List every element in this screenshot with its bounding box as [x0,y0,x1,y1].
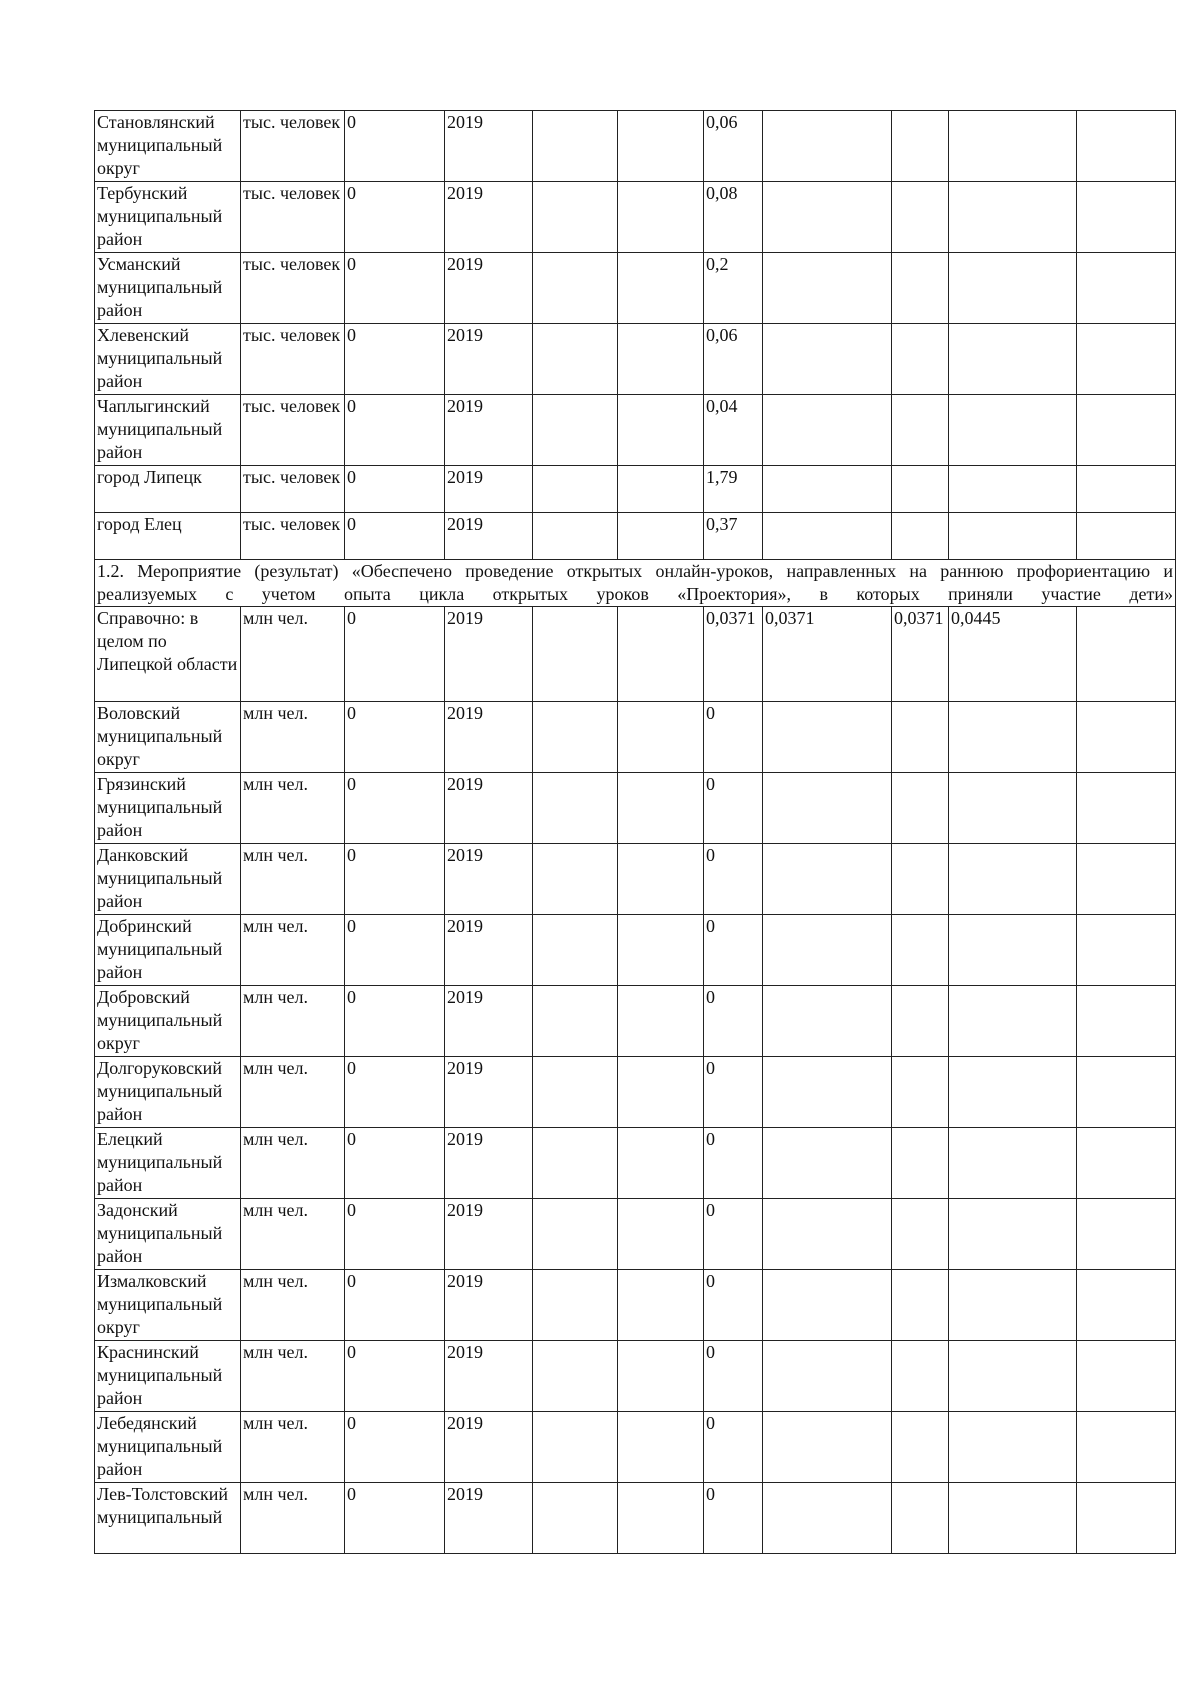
empty-cell [618,111,704,182]
base-year-cell: 2019 [445,513,533,560]
empty-cell [533,702,618,773]
value-cell [763,1128,892,1199]
value-cell [763,1341,892,1412]
value-cell: 1,79 [704,466,763,513]
unit-cell: млн чел. [241,1057,345,1128]
value-cell [892,513,949,560]
territory-name-cell: Измалковский муниципальный округ [95,1270,241,1341]
unit-cell: млн чел. [241,702,345,773]
value-cell [949,1341,1077,1412]
value-cell: 0,04 [704,395,763,466]
value-cell: 0 [704,1483,763,1554]
document-sheet [94,110,1175,1554]
empty-cell [1077,182,1176,253]
territory-name-cell: Елецкий муниципальный район [95,1128,241,1199]
empty-cell [533,182,618,253]
empty-cell [1077,253,1176,324]
value-cell: 0,06 [704,111,763,182]
value-cell [892,915,949,986]
empty-cell [1077,1483,1176,1554]
unit-cell: млн чел. [241,1199,345,1270]
base-value-cell: 0 [345,1341,445,1412]
base-value-cell: 0 [345,513,445,560]
value-cell [763,1199,892,1270]
base-value-cell: 0 [345,1270,445,1341]
empty-cell [533,324,618,395]
empty-cell [618,1270,704,1341]
base-year-cell: 2019 [445,253,533,324]
unit-cell: млн чел. [241,1483,345,1554]
value-cell [892,844,949,915]
value-cell [892,1199,949,1270]
empty-cell [533,1128,618,1199]
empty-cell [533,1199,618,1270]
value-cell [763,844,892,915]
empty-cell [533,915,618,986]
empty-cell [533,1270,618,1341]
value-cell [949,253,1077,324]
territory-name-cell: Краснинский муниципальный район [95,1341,241,1412]
territory-name-cell: Задонский муниципальный район [95,1199,241,1270]
value-cell: 0 [704,773,763,844]
value-cell [949,324,1077,395]
territory-name-cell: Добровский муниципальный округ [95,986,241,1057]
empty-cell [618,324,704,395]
value-cell: 0 [704,1128,763,1199]
empty-cell [533,395,618,466]
empty-cell [1077,1128,1176,1199]
section-title: 1.2. Мероприятие (результат) «Обеспечено проведение открытых онлайн-уроков, направленных на раннюю профориентацию и реализуемых с учетом опыта цикла открытых уроков «Проектория», в которых приняли участие дети» [95,560,1176,607]
empty-cell [618,607,704,702]
section-header-row [95,560,1176,607]
table-row [95,253,1176,324]
base-value-cell: 0 [345,844,445,915]
base-value-cell: 0 [345,607,445,702]
empty-cell [618,395,704,466]
value-cell [892,986,949,1057]
value-cell [763,182,892,253]
base-year-cell: 2019 [445,395,533,466]
base-value-cell: 0 [345,1483,445,1554]
base-value-cell: 0 [345,773,445,844]
base-value-cell: 0 [345,111,445,182]
empty-cell [533,844,618,915]
empty-cell [618,986,704,1057]
table-row [95,466,1176,513]
value-cell [949,466,1077,513]
value-cell [763,111,892,182]
territory-name-cell: Лебедянский муниципальный район [95,1412,241,1483]
base-year-cell: 2019 [445,844,533,915]
empty-cell [533,111,618,182]
value-cell: 0,2 [704,253,763,324]
empty-cell [1077,1199,1176,1270]
territory-name-cell: Грязинский муниципальный район [95,773,241,844]
base-value-cell: 0 [345,1057,445,1128]
value-cell: 0 [704,844,763,915]
value-cell [892,182,949,253]
empty-cell [533,466,618,513]
value-cell [949,1483,1077,1554]
value-cell [949,986,1077,1057]
empty-cell [618,253,704,324]
value-cell [949,1128,1077,1199]
territory-name-cell: Усманский муниципальный район [95,253,241,324]
empty-cell [1077,1057,1176,1128]
empty-cell [618,1199,704,1270]
value-cell [763,1057,892,1128]
base-year-cell: 2019 [445,182,533,253]
value-cell [763,702,892,773]
territory-name-cell: Лев-Толстовский муниципальный [95,1483,241,1554]
empty-cell [533,253,618,324]
base-value-cell: 0 [345,1412,445,1483]
base-year-cell: 2019 [445,111,533,182]
unit-cell: тыс. человек [241,513,345,560]
empty-cell [618,513,704,560]
table-row [95,1270,1176,1341]
value-cell [763,1270,892,1341]
value-cell [892,1057,949,1128]
empty-cell [618,182,704,253]
base-value-cell: 0 [345,253,445,324]
territory-name-cell: Справочно: в целом по Липецкой области [95,607,241,702]
base-year-cell: 2019 [445,1341,533,1412]
value-cell [892,111,949,182]
unit-cell: млн чел. [241,915,345,986]
value-cell [763,1412,892,1483]
empty-cell [1077,513,1176,560]
value-cell: 0,06 [704,324,763,395]
base-year-cell: 2019 [445,915,533,986]
value-cell [892,1483,949,1554]
empty-cell [618,1412,704,1483]
base-year-cell: 2019 [445,986,533,1057]
empty-cell [533,1483,618,1554]
indicator-table [94,110,1176,1554]
value-cell [763,253,892,324]
value-cell: 0,0371 [704,607,763,702]
table-row [95,182,1176,253]
table-row [95,513,1176,560]
base-year-cell: 2019 [445,1483,533,1554]
value-cell [949,1412,1077,1483]
base-year-cell: 2019 [445,1199,533,1270]
unit-cell: млн чел. [241,1270,345,1341]
value-cell [892,702,949,773]
empty-cell [533,773,618,844]
summary-row [95,607,1176,702]
empty-cell [1077,1412,1176,1483]
empty-cell [618,702,704,773]
value-cell [949,395,1077,466]
value-cell: 0 [704,1270,763,1341]
territory-name-cell: Тербунский муниципальный район [95,182,241,253]
base-value-cell: 0 [345,702,445,773]
base-value-cell: 0 [345,1128,445,1199]
territory-name-cell: Чаплыгинский муниципальный район [95,395,241,466]
value-cell [949,182,1077,253]
empty-cell [1077,915,1176,986]
base-year-cell: 2019 [445,1270,533,1341]
empty-cell [1077,466,1176,513]
base-value-cell: 0 [345,986,445,1057]
empty-cell [618,1483,704,1554]
territory-name-cell: город Липецк [95,466,241,513]
empty-cell [533,513,618,560]
value-cell [949,1057,1077,1128]
value-cell [892,1270,949,1341]
empty-cell [618,773,704,844]
table-row [95,915,1176,986]
unit-cell: млн чел. [241,986,345,1057]
unit-cell: тыс. человек [241,182,345,253]
unit-cell: тыс. человек [241,324,345,395]
table-row [95,1128,1176,1199]
table-row [95,395,1176,466]
empty-cell [1077,1270,1176,1341]
value-cell [949,1270,1077,1341]
value-cell [949,111,1077,182]
empty-cell [618,844,704,915]
value-cell [763,1483,892,1554]
territory-name-cell: Воловский муниципальный округ [95,702,241,773]
empty-cell [1077,986,1176,1057]
value-cell [892,324,949,395]
table-row [95,1199,1176,1270]
unit-cell: тыс. человек [241,111,345,182]
base-year-cell: 2019 [445,1057,533,1128]
value-cell [892,253,949,324]
empty-cell [618,915,704,986]
value-cell [949,513,1077,560]
table-row [95,111,1176,182]
empty-cell [618,1341,704,1412]
empty-cell [618,1128,704,1199]
unit-cell: млн чел. [241,773,345,844]
territory-name-cell: Данковский муниципальный район [95,844,241,915]
value-cell: 0 [704,1199,763,1270]
table-row [95,324,1176,395]
table-row [95,1412,1176,1483]
value-cell: 0,0371 [892,607,949,702]
base-year-cell: 2019 [445,773,533,844]
base-value-cell: 0 [345,466,445,513]
value-cell [949,773,1077,844]
value-cell: 0,37 [704,513,763,560]
territory-name-cell: Хлевенский муниципальный район [95,324,241,395]
empty-cell [1077,607,1176,702]
empty-cell [1077,844,1176,915]
table-row [95,1483,1176,1554]
base-value-cell: 0 [345,1199,445,1270]
base-year-cell: 2019 [445,466,533,513]
value-cell [949,702,1077,773]
base-value-cell: 0 [345,915,445,986]
empty-cell [533,607,618,702]
value-cell [949,915,1077,986]
value-cell [763,915,892,986]
unit-cell: млн чел. [241,607,345,702]
value-cell: 0,0445 [949,607,1077,702]
value-cell: 0 [704,702,763,773]
table-row [95,1341,1176,1412]
table-row [95,986,1176,1057]
value-cell [892,1412,949,1483]
value-cell: 0 [704,1057,763,1128]
empty-cell [618,1057,704,1128]
value-cell: 0,08 [704,182,763,253]
value-cell [892,773,949,844]
value-cell [763,324,892,395]
base-value-cell: 0 [345,182,445,253]
empty-cell [533,1412,618,1483]
base-year-cell: 2019 [445,1128,533,1199]
value-cell [892,1128,949,1199]
territory-name-cell: Добринский муниципальный район [95,915,241,986]
value-cell [949,1199,1077,1270]
unit-cell: млн чел. [241,1412,345,1483]
value-cell [763,395,892,466]
value-cell [763,466,892,513]
base-year-cell: 2019 [445,607,533,702]
territory-name-cell: город Елец [95,513,241,560]
empty-cell [533,1057,618,1128]
value-cell [892,1341,949,1412]
territory-name-cell: Долгоруковский муниципальный район [95,1057,241,1128]
unit-cell: млн чел. [241,844,345,915]
table-row [95,844,1176,915]
value-cell [949,844,1077,915]
base-year-cell: 2019 [445,702,533,773]
unit-cell: млн чел. [241,1128,345,1199]
value-cell: 0 [704,986,763,1057]
value-cell: 0 [704,915,763,986]
value-cell: 0,0371 [763,607,892,702]
empty-cell [1077,324,1176,395]
empty-cell [1077,773,1176,844]
empty-cell [1077,1341,1176,1412]
empty-cell [533,1341,618,1412]
table-row [95,773,1176,844]
empty-cell [1077,702,1176,773]
value-cell: 0 [704,1412,763,1483]
empty-cell [533,986,618,1057]
base-value-cell: 0 [345,324,445,395]
value-cell [892,395,949,466]
value-cell [763,986,892,1057]
unit-cell: тыс. человек [241,395,345,466]
value-cell [892,466,949,513]
table-body [95,111,1176,1554]
unit-cell: тыс. человек [241,466,345,513]
unit-cell: тыс. человек [241,253,345,324]
territory-name-cell: Становлянский муниципальный округ [95,111,241,182]
empty-cell [1077,395,1176,466]
empty-cell [1077,111,1176,182]
value-cell [763,513,892,560]
base-year-cell: 2019 [445,324,533,395]
unit-cell: млн чел. [241,1341,345,1412]
table-row [95,1057,1176,1128]
value-cell [763,773,892,844]
base-year-cell: 2019 [445,1412,533,1483]
value-cell: 0 [704,1341,763,1412]
table-row [95,702,1176,773]
base-value-cell: 0 [345,395,445,466]
empty-cell [618,466,704,513]
